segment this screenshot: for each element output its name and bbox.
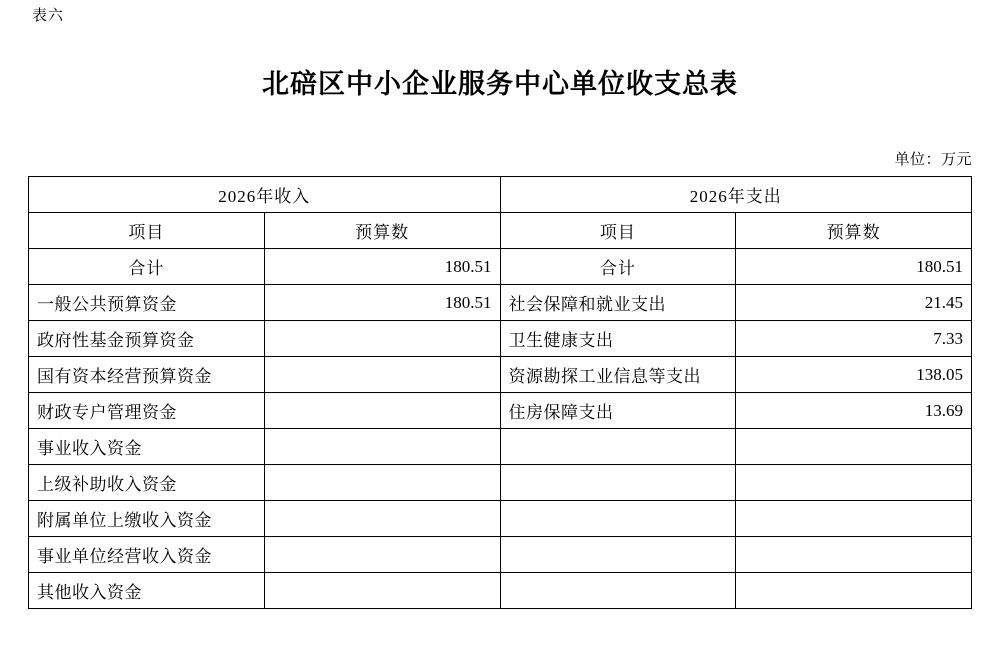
group-header-income: 2026年收入 [29, 177, 501, 213]
total-value-income: 180.51 [264, 249, 500, 285]
expense-item [500, 573, 736, 609]
expense-value [736, 573, 972, 609]
table-row [29, 537, 972, 573]
expense-value [736, 429, 972, 465]
table-row [29, 321, 972, 357]
income-item: 事业收入资金 [29, 429, 265, 465]
income-item: 政府性基金预算资金 [29, 321, 265, 357]
unit-note: 单位：万元 [894, 152, 972, 168]
income-value [264, 357, 500, 393]
expense-value: 7.33 [736, 321, 972, 357]
table-row [29, 465, 972, 501]
expense-item: 资源勘探工业信息等支出 [500, 357, 736, 393]
table-row [29, 285, 972, 321]
income-item: 上级补助收入资金 [29, 465, 265, 501]
table-tag: 表六 [32, 8, 65, 24]
column-header-expense-budget: 预算数 [736, 213, 972, 249]
table-row [29, 501, 972, 537]
expense-item [500, 465, 736, 501]
income-value [264, 465, 500, 501]
table-row [29, 573, 972, 609]
expense-value [736, 537, 972, 573]
table-column-header-row [29, 213, 972, 249]
budget-table [28, 176, 972, 609]
column-header-income-item: 项目 [29, 213, 265, 249]
group-header-expense: 2026年支出 [500, 177, 972, 213]
income-item: 事业单位经营收入资金 [29, 537, 265, 573]
table-row [29, 393, 972, 429]
income-item: 附属单位上缴收入资金 [29, 501, 265, 537]
column-header-expense-item: 项目 [500, 213, 736, 249]
expense-item: 卫生健康支出 [500, 321, 736, 357]
income-value [264, 537, 500, 573]
expense-value [736, 501, 972, 537]
total-label-expense: 合计 [500, 249, 736, 285]
income-item: 国有资本经营预算资金 [29, 357, 265, 393]
expense-value: 138.05 [736, 357, 972, 393]
expense-item [500, 537, 736, 573]
income-value [264, 321, 500, 357]
income-item: 其他收入资金 [29, 573, 265, 609]
income-value [264, 573, 500, 609]
expense-item: 住房保障支出 [500, 393, 736, 429]
table-row [29, 357, 972, 393]
expense-item [500, 501, 736, 537]
income-value: 180.51 [264, 285, 500, 321]
income-value [264, 501, 500, 537]
expense-item: 社会保障和就业支出 [500, 285, 736, 321]
expense-value: 21.45 [736, 285, 972, 321]
total-value-expense: 180.51 [736, 249, 972, 285]
total-label-income: 合计 [29, 249, 265, 285]
expense-value: 13.69 [736, 393, 972, 429]
page-title: 北碚区中小企业服务中心单位收支总表 [262, 69, 738, 99]
income-item: 一般公共预算资金 [29, 285, 265, 321]
column-header-income-budget: 预算数 [264, 213, 500, 249]
expense-item [500, 429, 736, 465]
income-item: 财政专户管理资金 [29, 393, 265, 429]
table-total-row [29, 249, 972, 285]
expense-value [736, 465, 972, 501]
income-value [264, 429, 500, 465]
table-row [29, 429, 972, 465]
table-group-header-row [29, 177, 972, 213]
income-value [264, 393, 500, 429]
